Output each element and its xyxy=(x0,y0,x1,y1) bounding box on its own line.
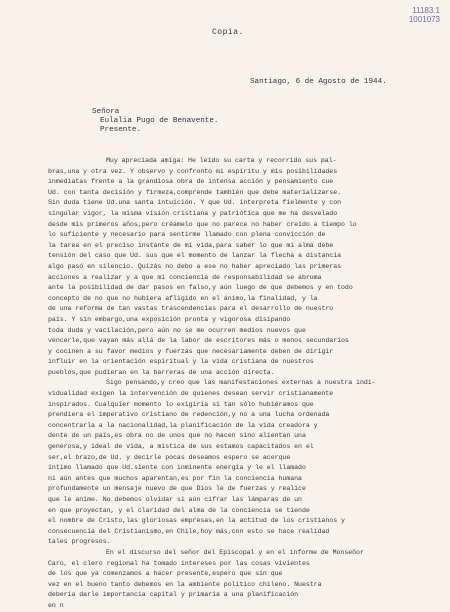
dateline: Santiago, 6 de Agosto de 1944. xyxy=(250,78,387,86)
letter-line: consecuencia del Cristianismo,en Chile,hoy más,con esto se hace realidad xyxy=(48,527,330,535)
letter-line: íntimo llamado que Ud.siente con inminente energía y le el llamado xyxy=(48,464,306,472)
letter-line: concentrarla a la nacionalidad,la planificación de la vida creadora y xyxy=(48,421,318,429)
letter-line: inspirados. Cualquier momento lo exigiría si tan sólo hubiéramos que xyxy=(48,400,314,408)
letter-line: En el discurso del señor del Episcopal y en el informe de Monseñor xyxy=(106,548,364,556)
letter-line: el nombre de Cristo,las gloriosas empresas,en la actitud de los cristianos y xyxy=(48,517,345,525)
recipient-name: Eulalia Pugo de Benavente. xyxy=(100,117,219,126)
letter-line: inmediatas frente a la grandiosa obra de intensa acción y pensamiento cue xyxy=(48,178,334,186)
letter-line: algo pasó en silencio. Quizás no debo a ese no haber apreciado las primeras xyxy=(48,262,342,270)
letter-line: en n xyxy=(48,601,64,609)
letter-line: Sin duda tiene Ud.una santa intuición. Y que Ud. interpreta fielmente y con xyxy=(48,199,342,207)
letter-line: Sigo pensando,y creo que las manifestaciones externas a nuestra indi- xyxy=(106,379,376,387)
letter-line: pueblos,que pudieran en la barreras de una acción directa. xyxy=(48,368,275,376)
letter-line: en que proyectan, y el claridad del alma de la conciencia se tiende xyxy=(48,506,310,514)
letter-line: vencerle,que vayan más allá de la labor de escritores más o menos secundarios xyxy=(48,337,349,345)
letter-line: Muy apreciada amiga: He leído su carta y recorrido sus pal- xyxy=(106,157,337,164)
letter-line: vidualidad exigen la intervención de quienes desean servir cristianamente xyxy=(48,390,334,398)
letter-line: toda duda y vacilación,pero aún no se me ocurren medios nuevos que xyxy=(48,326,306,334)
letter-line: Caro, el clero regional ha tomado intereses por las cosas vivientes xyxy=(48,559,310,567)
letter-line: ni aún antes que muchos aparentan,es por fin la conciencia humana xyxy=(48,474,302,482)
letter-line: ante la posibilidad de dar pasos en falso,y aún luego de que debemos y en todo xyxy=(48,284,353,292)
letter-line: y cocinen a su favor medios y fuerzas que necesariamente deben de dirigir xyxy=(48,347,334,355)
letter-line: singular vigor, la misma visión cristiana y patriótica que me ha desvelado xyxy=(48,209,338,217)
archive-code-line: 11183.1 xyxy=(412,6,440,15)
letter-line: tensión del caso que Ud. sus que el momento de lanzar la flecha a distancia xyxy=(48,252,342,260)
letter-line: tales progresos. xyxy=(48,538,111,546)
letter-line: la tarea en el preciso instante de mi vida,para saber lo que mi alma debe xyxy=(48,241,334,249)
letter-line: concepto de no que no hubiera afligido en el ánimo,la finalidad, y la xyxy=(48,294,318,302)
letter-line: lo suficiente y necesario para sentirme llamado con plena convicción de xyxy=(48,231,326,239)
letter-line: debería darle importancia capital y primaria a una planificación xyxy=(48,591,299,599)
letter-line: acciones a realizar y a que mi conciencia de responsabilidad se abruma xyxy=(48,273,322,281)
letter-line: desde mis primeros años,pero créamelo que no parece no haber creído a tiempo lo xyxy=(48,220,357,228)
letter-body xyxy=(48,156,428,612)
letter-line: dente de un país,es obra no de unos que no hacen sino alientan una xyxy=(48,432,306,440)
archive-code xyxy=(409,6,440,24)
archive-code-line: 1001073 xyxy=(408,15,440,24)
letter-line: vez en el bueno tanto debemos en la ambiente político chileno. Nuestra xyxy=(48,580,322,588)
letter-line: prendiera el imperativo cristiano de redención,y no a una lucha ordenada xyxy=(48,411,330,419)
salutation: Señora xyxy=(92,108,120,116)
letter-line: influir en la orientación espiritual y la vida cristiana de nuestros xyxy=(48,358,314,366)
recipient-address xyxy=(92,108,218,136)
letter-line: bras,una y otra vez. Y observo y confronto mi espíritu y mis posibilidades xyxy=(48,167,338,175)
copy-heading: Copia. xyxy=(212,28,244,37)
letter-line: ser,el brazo,de Ud. y decirle pocas deseamos espero se acerque xyxy=(48,453,291,461)
letter-line: Ud. con tanta decisión y firmeza,comprende también que debe materializarse. xyxy=(48,188,342,196)
presente-line: Presente. xyxy=(100,126,142,135)
letter-line: generosa,y ideal de vida, a mística de sus estamos capacitados en el xyxy=(48,443,314,451)
letter-line: país. Y sin embargo,una exposición pronta y vigorosa disipando xyxy=(48,315,291,323)
letter-line: que le anime. No debemos olvidar si aún cifrar las lámparas de un xyxy=(48,496,302,503)
letter-line: de los que ya comenzamos a hacer presente,espero que sin que xyxy=(48,570,283,578)
letter-line: de una reforma de tan vastas trascendencias para el desarrollo de nuestro xyxy=(48,305,334,313)
letter-line: profundamente un mensaje nuevo de que Dios le de fuerzas y realice xyxy=(48,485,306,493)
